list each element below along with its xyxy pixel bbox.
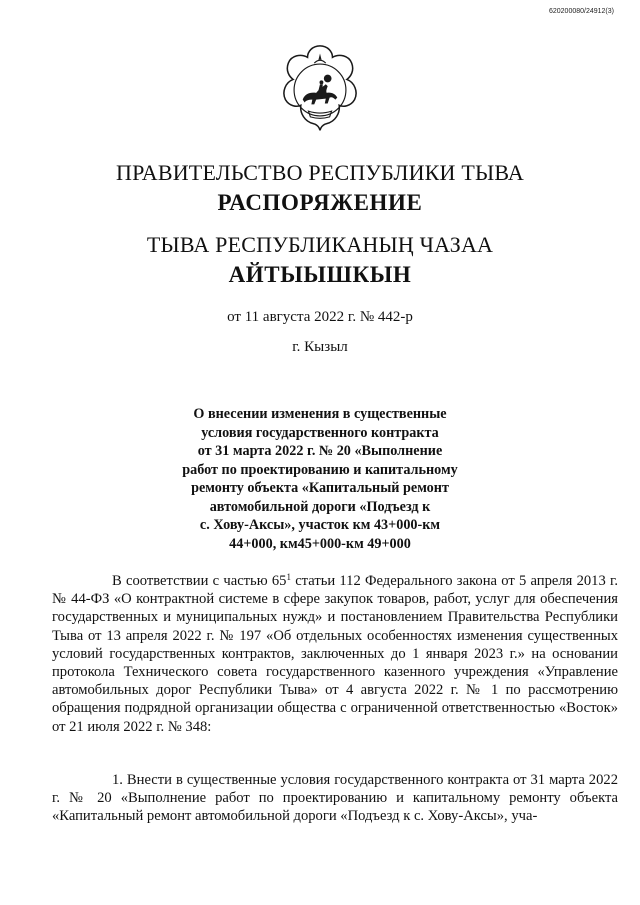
subject-line: О внесении изменения в существенные <box>193 406 447 422</box>
government-title-ru: ПРАВИТЕЛЬСТВО РЕСПУБЛИКИ ТЫВА <box>116 160 524 185</box>
preamble-text-start: В соответствии с частью 65 <box>112 573 287 589</box>
government-title-tyv: ТЫВА РЕСПУБЛИКАНЫҢ ЧАЗАА <box>146 232 494 257</box>
subject-line: условия государственного контракта <box>201 424 439 441</box>
clause-1-paragraph: 1. Внести в существенные условия государственного контракта от 31 марта 2022 г. № 20 «Выполнение работ по проектированию и капитальному ремонту объекта «Капитальный ремонт автомобильной дороги «Подъезд к с. Хову-Аксы», уча- <box>52 772 618 825</box>
superscript-mark: 1 <box>286 572 291 582</box>
issue-city: г. Кызыл <box>292 339 348 355</box>
decree-type-ru: РАСПОРЯЖЕНИЕ <box>217 190 423 215</box>
decree-subject <box>170 405 470 553</box>
subject-line: автомобильной дороги «Подъезд к <box>209 498 431 515</box>
decree-date-number: от 11 августа 2022 г. № 442-р <box>227 309 413 325</box>
subject-line: с. Хову-Аксы», участок км 43+000-км <box>199 517 441 533</box>
preamble-paragraph <box>52 572 618 736</box>
subject-line: ремонту объекта «Капитальный ремонт <box>191 480 449 496</box>
preamble-text-rest: статьи 112 Федерального закона от 5 апреля 2013 г. № 44-ФЗ «О контрактной системе в сфере закупок товаров, работ, услуг для обеспечения государственных и муниципальных нужд» и постановлением Правительства Республики Тыва от 13 апреля 2022 г. № 197 «Об отдельных особенностях изменения существенных условий государственных контрактов, заключенных до 1 января 2023 г.» на основании протокола Технического совета государственного казенного учреждения «Управление автомобильных дорог Республики Тыва» от 4 августа 2022 г. № 1 по рассмотрению обращения подрядной организации общества с ограниченной ответственностью «Восток» от 21 июля 2022 г. № 348: <box>52 573 618 735</box>
subject-line: 44+000, км45+000-км 49+000 <box>229 535 411 552</box>
subject-line: работ по проектированию и капитальному <box>182 461 458 478</box>
decree-type-tyv: АЙТЫЫШКЫН <box>228 262 412 287</box>
subject-line: от 31 марта 2022 г. № 20 «Выполнение <box>197 443 443 459</box>
document-number: 620200080/24912(3) <box>548 8 614 15</box>
tuva-coat-of-arms-icon <box>272 42 368 138</box>
